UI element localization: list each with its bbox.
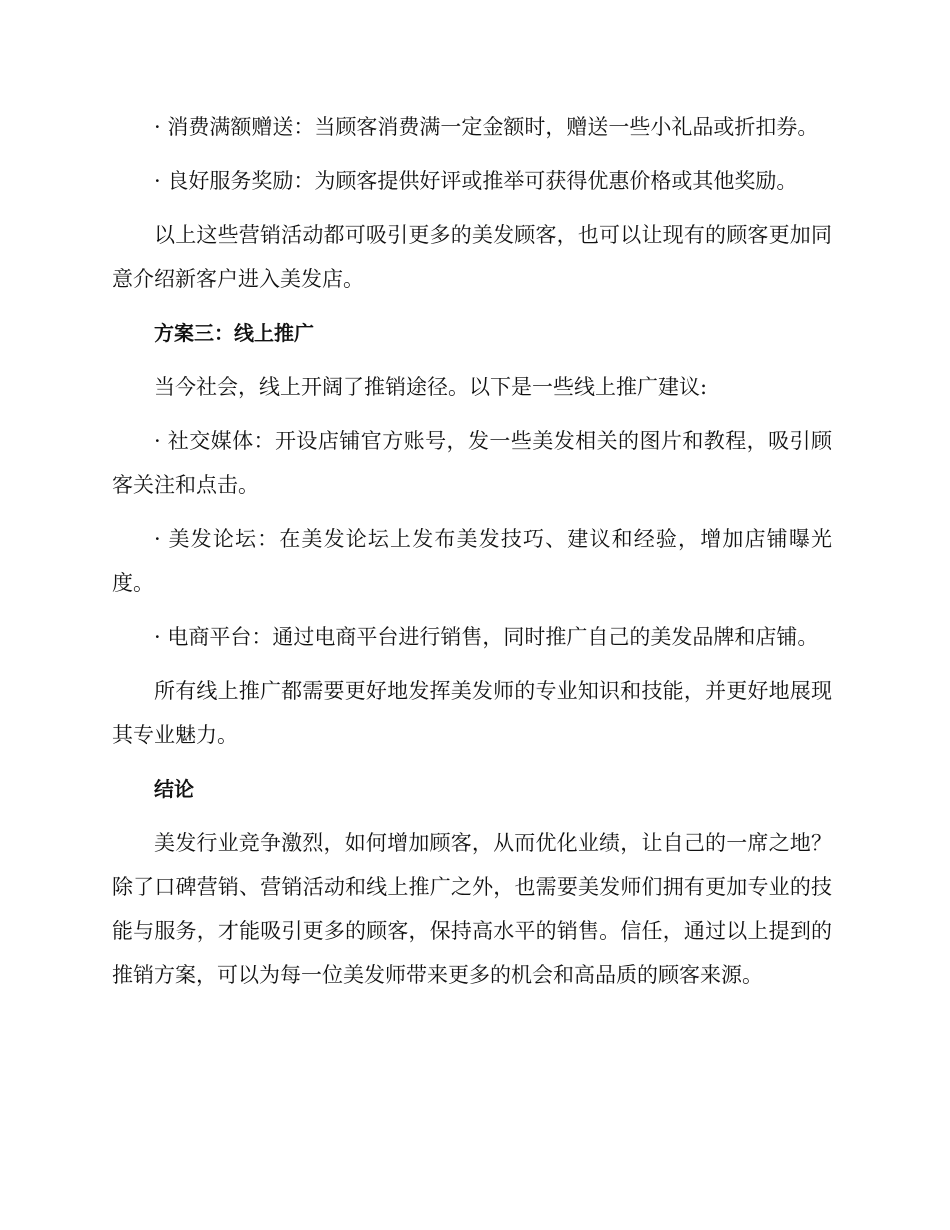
section-heading-conclusion: 结论 [154, 777, 194, 801]
bullet-ecommerce: · 电商平台：通过电商平台进行销售，同时推广自己的美发品牌和店铺。 [154, 625, 819, 649]
bullet-gift-promotion: · 消费满额赠送：当顾客消费满一定金额时，赠送一些小礼品或折扣券。 [154, 115, 819, 139]
paragraph-conclusion: 美发行业竞争激烈，如何增加顾客，从而优化业绩，让自己的一席之地？除了口碑营销、营销活动和线上推广之外，也需要美发师们拥有更加专业的技能与服务，才能吸引更多的顾客，保持高水平的销售。信任，通过以上提到的推销方案，可以为每一位美发师带来更多的机会和高品质的顾客来源。 [112, 831, 832, 987]
document-page [112, 105, 832, 1007]
paragraph-online-summary: 所有线上推广都需要更好地发挥美发师的专业知识和技能，并更好地展现其专业魅力。 [112, 679, 832, 747]
section-heading-online-promotion: 方案三：线上推广 [154, 321, 314, 345]
bullet-social-media: · 社交媒体：开设店铺官方账号，发一些美发相关的图片和教程，吸引顾客关注和点击。 [112, 429, 832, 497]
bullet-service-reward: · 良好服务奖励：为顾客提供好评或推举可获得优惠价格或其他奖励。 [154, 169, 798, 193]
bullet-forum: · 美发论坛：在美发论坛上发布美发技巧、建议和经验，增加店铺曝光度。 [112, 527, 832, 595]
paragraph-online-intro: 当今社会，线上开阔了推销途径。以下是一些线上推广建议: [154, 375, 708, 399]
paragraph-summary-marketing: 以上这些营销活动都可吸引更多的美发顾客，也可以让现有的顾客更加同意介绍新客户进入美发店。 [112, 223, 832, 291]
